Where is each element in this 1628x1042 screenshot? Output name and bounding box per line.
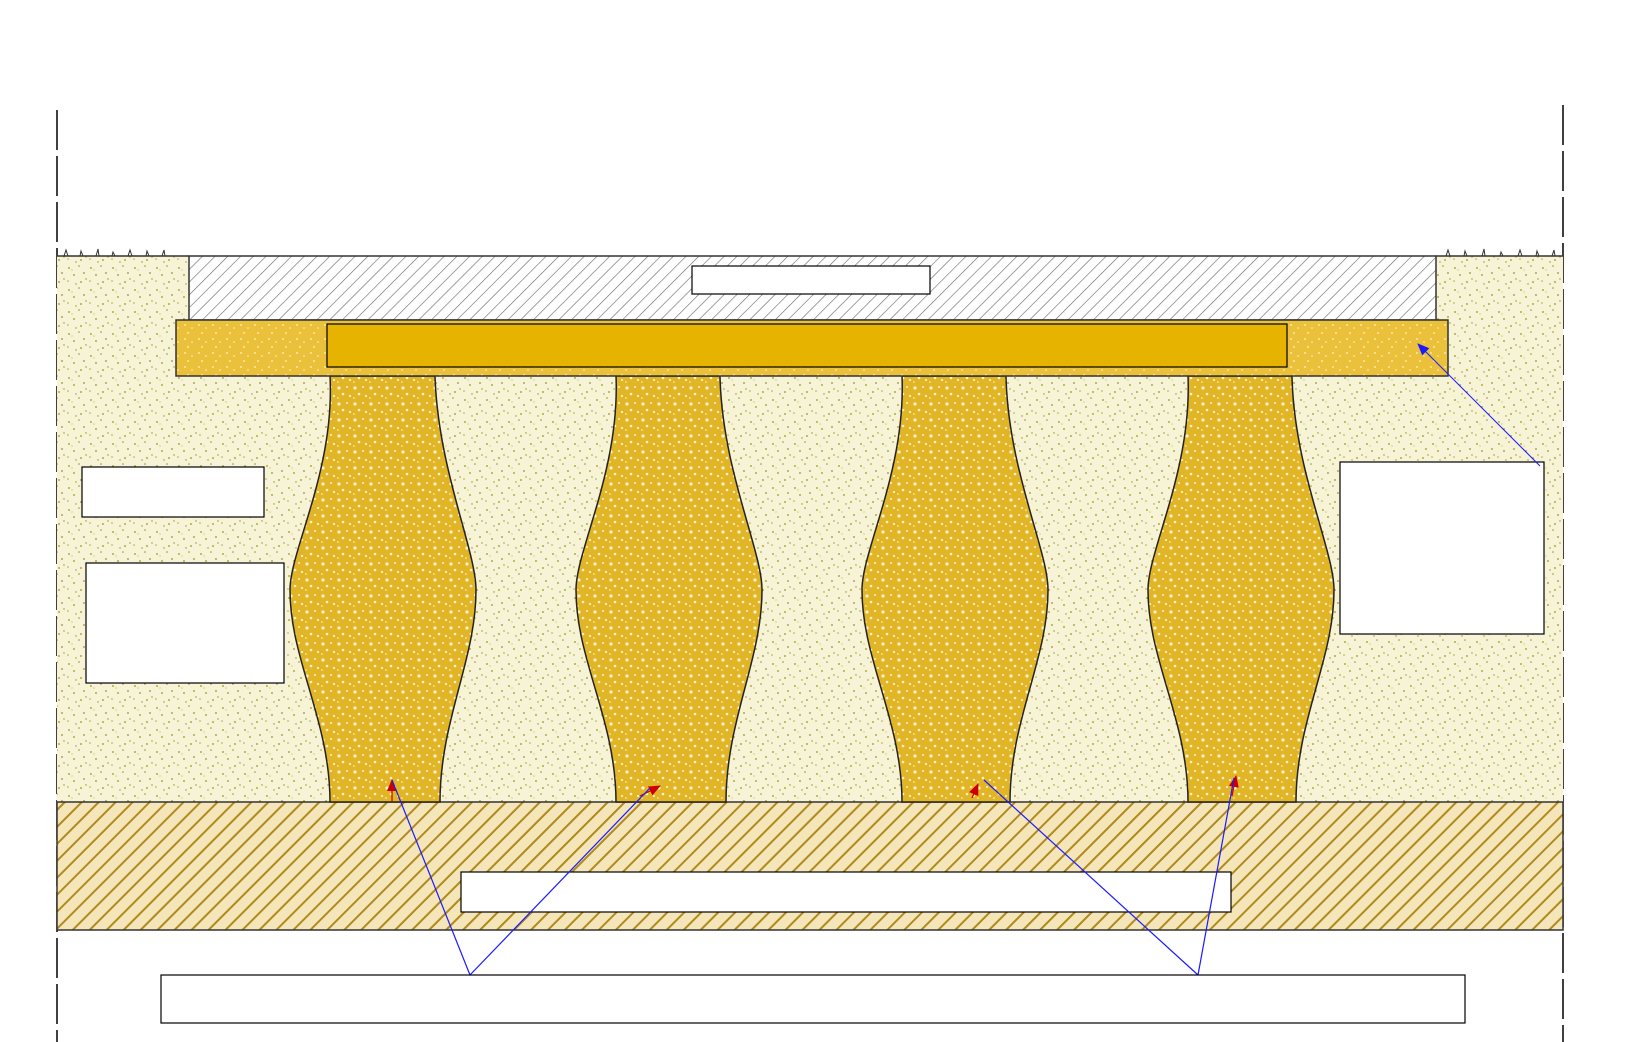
load-label-box [692,266,930,294]
grass-right [1446,249,1555,256]
plate-text-box [327,324,1287,367]
unsuitable-soil-box [82,467,264,517]
humic-material-box [86,563,284,683]
grass-left [64,249,165,256]
plate-note-box [1340,462,1544,634]
base-label-box [461,872,1231,912]
bottom-note-box [161,975,1465,1023]
